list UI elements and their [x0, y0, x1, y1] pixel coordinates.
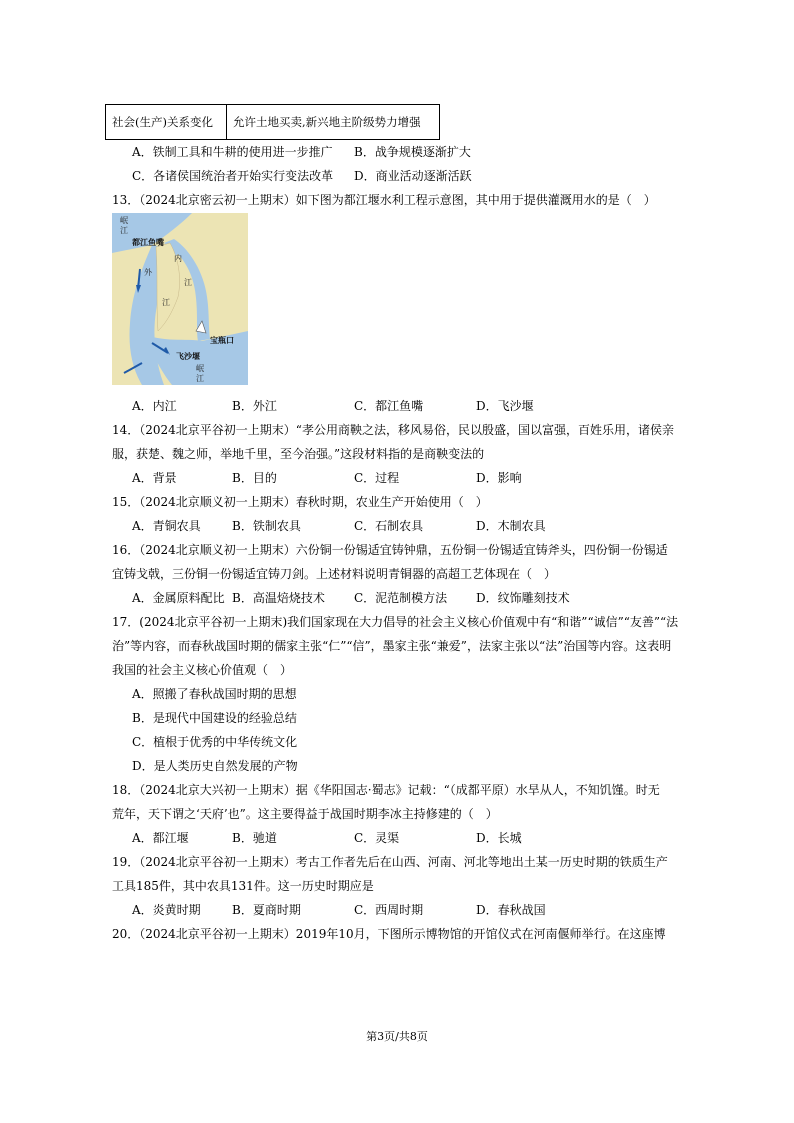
label-outer-2: 江: [162, 298, 170, 307]
q18-option-d[interactable]: D．长城: [476, 831, 522, 845]
q13-option-d[interactable]: D．飞沙堰: [476, 399, 534, 413]
label-min-river-top-1: 岷: [120, 216, 128, 225]
q17-option-d[interactable]: D．是人类历史自然发展的产物: [132, 759, 298, 773]
table-row: [106, 105, 440, 140]
q17-option-c[interactable]: C．植根于优秀的中华传统文化: [132, 735, 298, 749]
q13-option-c[interactable]: C．都江鱼嘴: [354, 399, 424, 413]
q19-option-b[interactable]: B．夏商时期: [232, 903, 301, 917]
q19-stem-line1: 19．（2024北京平谷初一上期末）考古工作者先后在山西、河南、河北等地出土某一历史时期的铁质生产: [112, 855, 668, 869]
q20-stem-line1: 20．（2024北京平谷初一上期末）2019年10月，下图所示博物馆的开馆仪式在河南偃师举行。在这座博: [112, 927, 666, 941]
q14-stem-line1: 14．（2024北京平谷初一上期末）“孝公用商鞅之法，移风易俗，民以殷盛，国以富强，百姓乐用，诸侯亲: [112, 423, 674, 437]
dujiangyan-map: [112, 213, 248, 385]
label-bottleneck: 宝瓶口: [210, 336, 234, 345]
q15-option-b[interactable]: B．铁制农具: [232, 519, 301, 533]
q15-option-a[interactable]: A．青铜农具: [132, 519, 201, 533]
q13-option-a[interactable]: A．内江: [132, 399, 177, 413]
label-outer-1: 外: [144, 268, 152, 277]
label-min-river-top-2: 江: [120, 226, 128, 235]
q15-option-c[interactable]: C．石制农具: [354, 519, 424, 533]
q18-option-b[interactable]: B．驰道: [232, 831, 277, 845]
page-number: 第3页/共8页: [366, 1030, 428, 1043]
q14-option-d[interactable]: D．影响: [476, 471, 522, 485]
q14-option-a[interactable]: A．背景: [132, 471, 177, 485]
label-min-river-bottom-1: 岷: [196, 364, 204, 373]
label-inner-1: 内: [174, 254, 182, 263]
q18-option-a[interactable]: A．都江堰: [132, 831, 189, 845]
label-flying-sand-weir: 飞沙堰: [176, 352, 200, 361]
q16-stem-line1: 16．（2024北京顺义初一上期末）六份铜一份锡适宜铸钟鼎，五份铜一份锡适宜铸斧头，四份铜一份锡适: [112, 543, 668, 557]
q16-option-c[interactable]: C．泥范制模方法: [354, 591, 448, 605]
q17-stem-line3: 我国的社会主义核心价值观（ ）: [112, 663, 293, 677]
q17-option-b[interactable]: B．是现代中国建设的经验总结: [132, 711, 297, 725]
q14-stem-line2: 服，获楚、魏之师，举地千里，至今治强。”这段材料指的是商鞅变法的: [112, 447, 485, 461]
q18-option-c[interactable]: C．灵渠: [354, 831, 400, 845]
label-inner-2: 江: [184, 278, 192, 287]
q14-option-c[interactable]: C．过程: [354, 471, 400, 485]
q12-option-d[interactable]: D．商业活动逐渐活跃: [354, 169, 472, 183]
q16-stem-line2: 宜铸戈戟，三份铜一份锡适宜铸刀剑。上述材料说明青铜器的高超工艺体现在（ ）: [112, 567, 557, 581]
q12-option-b[interactable]: B．战争规模逐渐扩大: [354, 145, 471, 159]
q15-option-d[interactable]: D．木制农具: [476, 519, 546, 533]
q17-stem-line1: 17．(2024北京平谷初一上期末)我们国家现在大力倡导的社会主义核心价值观中有“和谐”“诚信”“友善”“法: [112, 615, 679, 629]
q17-option-a[interactable]: A．照搬了春秋战国时期的思想: [132, 687, 297, 701]
q19-stem-line2: 工具185件，其中农具131件。这一历史时期应是: [112, 879, 374, 893]
q13-option-b[interactable]: B．外江: [232, 399, 277, 413]
q13-stem: 13．（2024北京密云初一上期末）如下图为都江堰水利工程示意图，其中用于提供灌溉用水的是（ ）: [112, 193, 656, 207]
q18-stem-line1: 18．（2024北京大兴初一上期末）据《华阳国志·蜀志》记载：“（成都平原）水旱从人，不知饥馑。时无: [112, 783, 660, 797]
q19-option-c[interactable]: C．西周时期: [354, 903, 424, 917]
q16-option-b[interactable]: B．高温焙烧技术: [232, 591, 325, 605]
q12-option-a[interactable]: A．铁制工具和牛耕的使用进一步推广: [132, 145, 333, 159]
q19-option-a[interactable]: A．炎黄时期: [132, 903, 201, 917]
q18-stem-line2: 荒年，天下谓之‘天府’也”。这主要得益于战国时期李冰主持修建的（ ）: [112, 807, 498, 821]
q12-option-c[interactable]: C．各诸侯国统治者开始实行变法改革: [132, 169, 334, 183]
q19-option-d[interactable]: D．春秋战国: [476, 903, 546, 917]
label-min-river-bottom-2: 江: [196, 374, 204, 383]
q16-option-d[interactable]: D．纹饰雕刻技术: [476, 591, 570, 605]
relation-table: [105, 104, 440, 140]
q16-option-a[interactable]: A．金属原料配比: [132, 591, 225, 605]
label-fish-mouth: 都江鱼嘴: [132, 238, 164, 247]
q15-stem: 15．（2024北京顺义初一上期末）春秋时期，农业生产开始使用（ ）: [112, 495, 488, 509]
q14-option-b[interactable]: B．目的: [232, 471, 277, 485]
table-cell-value: 允许土地买卖,新兴地主阶级势力增强: [227, 105, 440, 140]
q17-stem-line2: 治”等内容，而春秋战国时期的儒家主张“仁”“信”，墨家主张“兼爱”，法家主张以“法”治国等内容。这表明: [112, 639, 672, 653]
table-cell-label: 社会(生产)关系变化: [106, 105, 227, 140]
